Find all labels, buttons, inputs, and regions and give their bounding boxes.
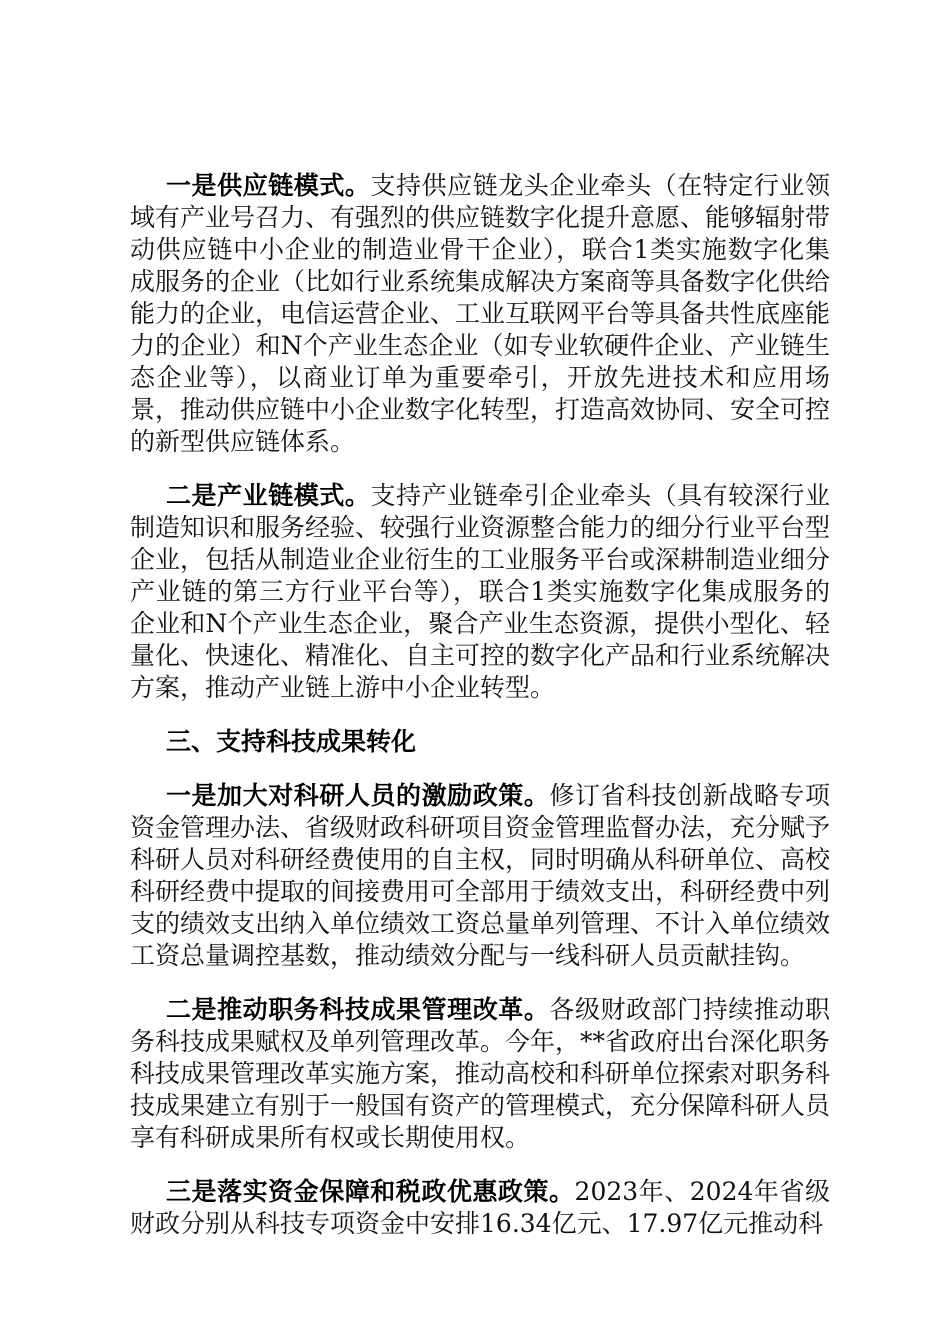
paragraph-lead: 一是供应链模式。 xyxy=(166,171,371,200)
paragraph-lead: 二是推动职务科技成果管理改革。 xyxy=(166,995,550,1024)
paragraph-text: 各级财政部门持续推动职务科技成果赋权及单列管理改革。今年，**省政府出台深化职务科技成果管理改革实施方案，推动高校和科研单位探索对职务科技成果建立有别于一般国有资产的管理模式，充分保障科研人员享有科研成果所有权或长期使用权。 xyxy=(130,995,831,1152)
paragraph-lead: 一是加大对科研人员的激励政策。 xyxy=(166,781,550,810)
paragraph-text: 修订省科技创新战略专项资金管理办法、省级财政科研项目资金管理监督办法，充分赋予科研人员对科研经费使用的自主权，同时明确从科研单位、高校科研经费中提取的间接费用可全部用于绩效支出，科研经费中列支的绩效支出纳入单位绩效工资总量单列管理、不计入单位绩效工资总量调控基数，推动绩效分配与一线科研人员贡献挂钩。 xyxy=(130,781,831,970)
document-page xyxy=(130,170,830,1240)
paragraph-lead: 二是产业链模式。 xyxy=(166,481,371,510)
paragraph-lead: 三是落实资金保障和税政优惠政策。 xyxy=(166,1177,575,1206)
paragraph-industry-chain-model xyxy=(130,480,830,704)
paragraph-ip-management-reform xyxy=(130,994,830,1154)
paragraph-supply-chain-model xyxy=(130,170,830,458)
paragraph-text: 支持供应链龙头企业牵头（在特定行业领域有产业号召力、有强烈的供应链数字化提升意愿、能够辐射带动供应链中小企业的制造业骨干企业），联合1类实施数字化集成服务的企业（比如行业系统集成解决方案商等具备数字化供给能力的企业，电信运营企业、工业互联网平台等具备共性底座能力的企业）和N个产业生态企业（如专业软硬件企业、产业链生态企业等），以商业订单为重要牵引，开放先进技术和应用场景，推动供应链中小企业数字化转型，打造高效协同、安全可控的新型供应链体系。 xyxy=(130,171,831,456)
paragraph-funding-and-tax xyxy=(130,1176,830,1240)
paragraph-text: 支持产业链牵引企业牵头（具有较深行业制造知识和服务经验、较强行业资源整合能力的细分行业平台型企业，包括从制造业企业衍生的工业服务平台或深耕制造业细分产业链的第三方行业平台等），联合1类实施数字化集成服务的企业和N个产业生态企业，聚合产业生态资源，提供小型化、轻量化、快速化、精准化、自主可控的数字化产品和行业系统解决方案，推动产业链上游中小企业转型。 xyxy=(130,481,831,702)
section-heading: 三、支持科技成果转化 xyxy=(166,727,417,756)
paragraph-researcher-incentives xyxy=(130,780,830,972)
paragraph-text: 2023年、2024年省级财政分别从科技专项资金中安排16.34亿元、17.97亿元推动科 xyxy=(130,1177,830,1238)
